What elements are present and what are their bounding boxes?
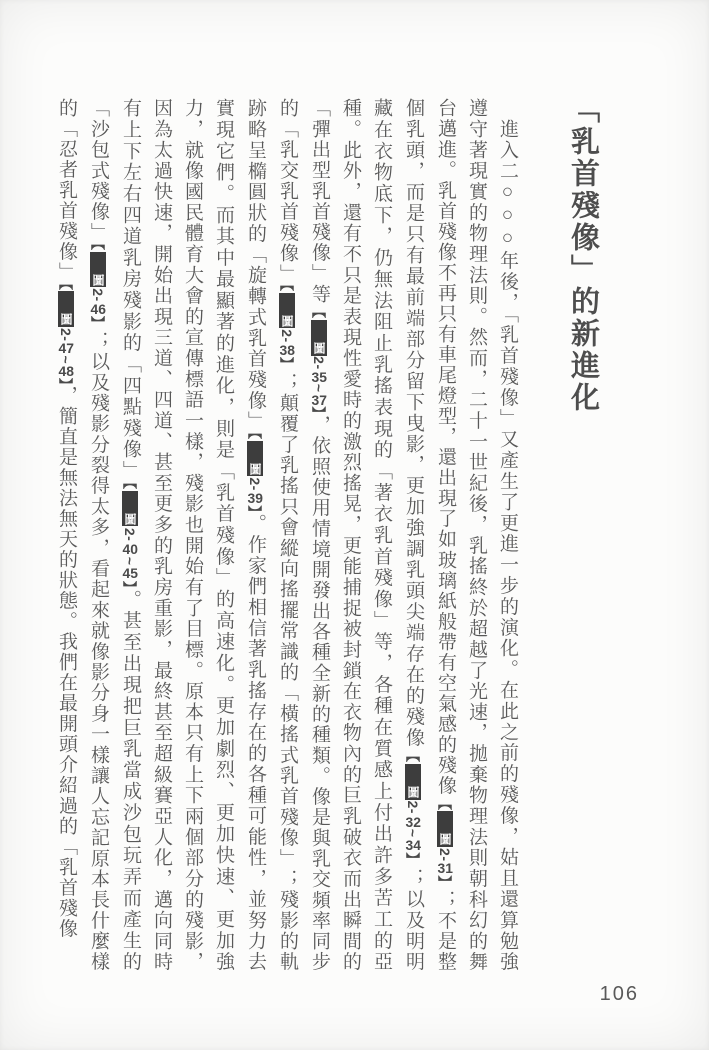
figure-reference: 【圖2-32~34】	[405, 748, 421, 868]
figure-badge-icon: 圖	[405, 764, 421, 800]
figure-reference: 【圖2-38】	[279, 284, 295, 373]
page-content	[56, 94, 645, 973]
figure-reference: 【圖2-39】	[247, 431, 263, 514]
figure-reference: 【圖2-31】	[437, 795, 453, 890]
figure-badge-icon: 圖	[311, 320, 327, 356]
figure-badge-icon: 圖	[122, 491, 138, 527]
body-paragraph: 進入二○○○年後，「乳首殘像」又產生了更進一步的演化。在此之前的殘像，姑且還算勉強遵守著現實的物理法則。然而，二十一世紀後，乳搖終於超越了光速，拋棄物理法則朝科幻的舞台邁進。乳首殘像不再只有車尾燈型，還出現了如玻璃紙般帶有空氣感的殘像【圖2-31】；不是整個乳頭，而是只有最前端部分留下曳影，更加強調乳頭尖端存在的殘像【圖2-32~34】；以及明明藏在衣物底下，仍無法阻止乳搖表現的「著衣乳首殘像」等，各種在質感上付出許多苦工的亞種。此外，還有不只是表現性愛時的激烈搖晃，更能捕捉被封鎖在衣物內的巨乳破衣而出瞬間的「彈出型乳首殘像」等【圖2-35~37】，依照使用情境開發出各種全新的種類。像是與乳交頻率同步的「乳交乳首殘像」【圖2-38】；顛覆了乳搖只會縱向搖擺常識的「橫搖式乳首殘像」；殘影的軌跡略呈橢圓狀的「旋轉式乳首殘像」【圖2-39】。作家們相信著乳搖存在的各種可能性，並努力去實現它們。而其中最顯著的進化，則是「乳首殘像」的高速化。更加劇烈、更加快速、更加強力，就像國民體育大會的宣傳標語一樣，殘影也開始有了目標。原本只有上下兩個部分的殘影，因為太過快速，開始出現三道、四道、甚至更多的乳房重影，最終甚至超級賽亞人化，邁向同時有上下左右四道乳房殘影的「四點殘像」【圖2-40~45】。甚至出現把巨乳當成沙包玩弄而產生的「沙包式殘像」【圖2-46】；以及殘影分裂得太多，看起來就像影分身一樣讓人忘記原本長什麼樣的「忍者乳首殘像」【圖2-47~48】，簡直是無法無天的狀態。我們在最開頭介紹過的「乳首殘像	[56, 98, 518, 973]
page-title: 「乳首殘像」的新進化	[567, 94, 599, 414]
figure-badge-icon: 圖	[247, 441, 263, 477]
figure-badge-icon: 圖	[90, 252, 106, 288]
page-number: 106	[599, 983, 639, 1005]
figure-reference: 【圖2-35~37】	[311, 304, 327, 415]
figure-reference: 【圖2-47~48】	[58, 282, 74, 386]
figure-reference: 【圖2-46】	[90, 242, 106, 331]
figure-badge-icon: 圖	[279, 293, 295, 329]
figure-reference: 【圖2-40~45】	[122, 481, 138, 590]
figure-badge-icon: 圖	[58, 291, 74, 327]
figure-badge-icon: 圖	[437, 811, 453, 847]
